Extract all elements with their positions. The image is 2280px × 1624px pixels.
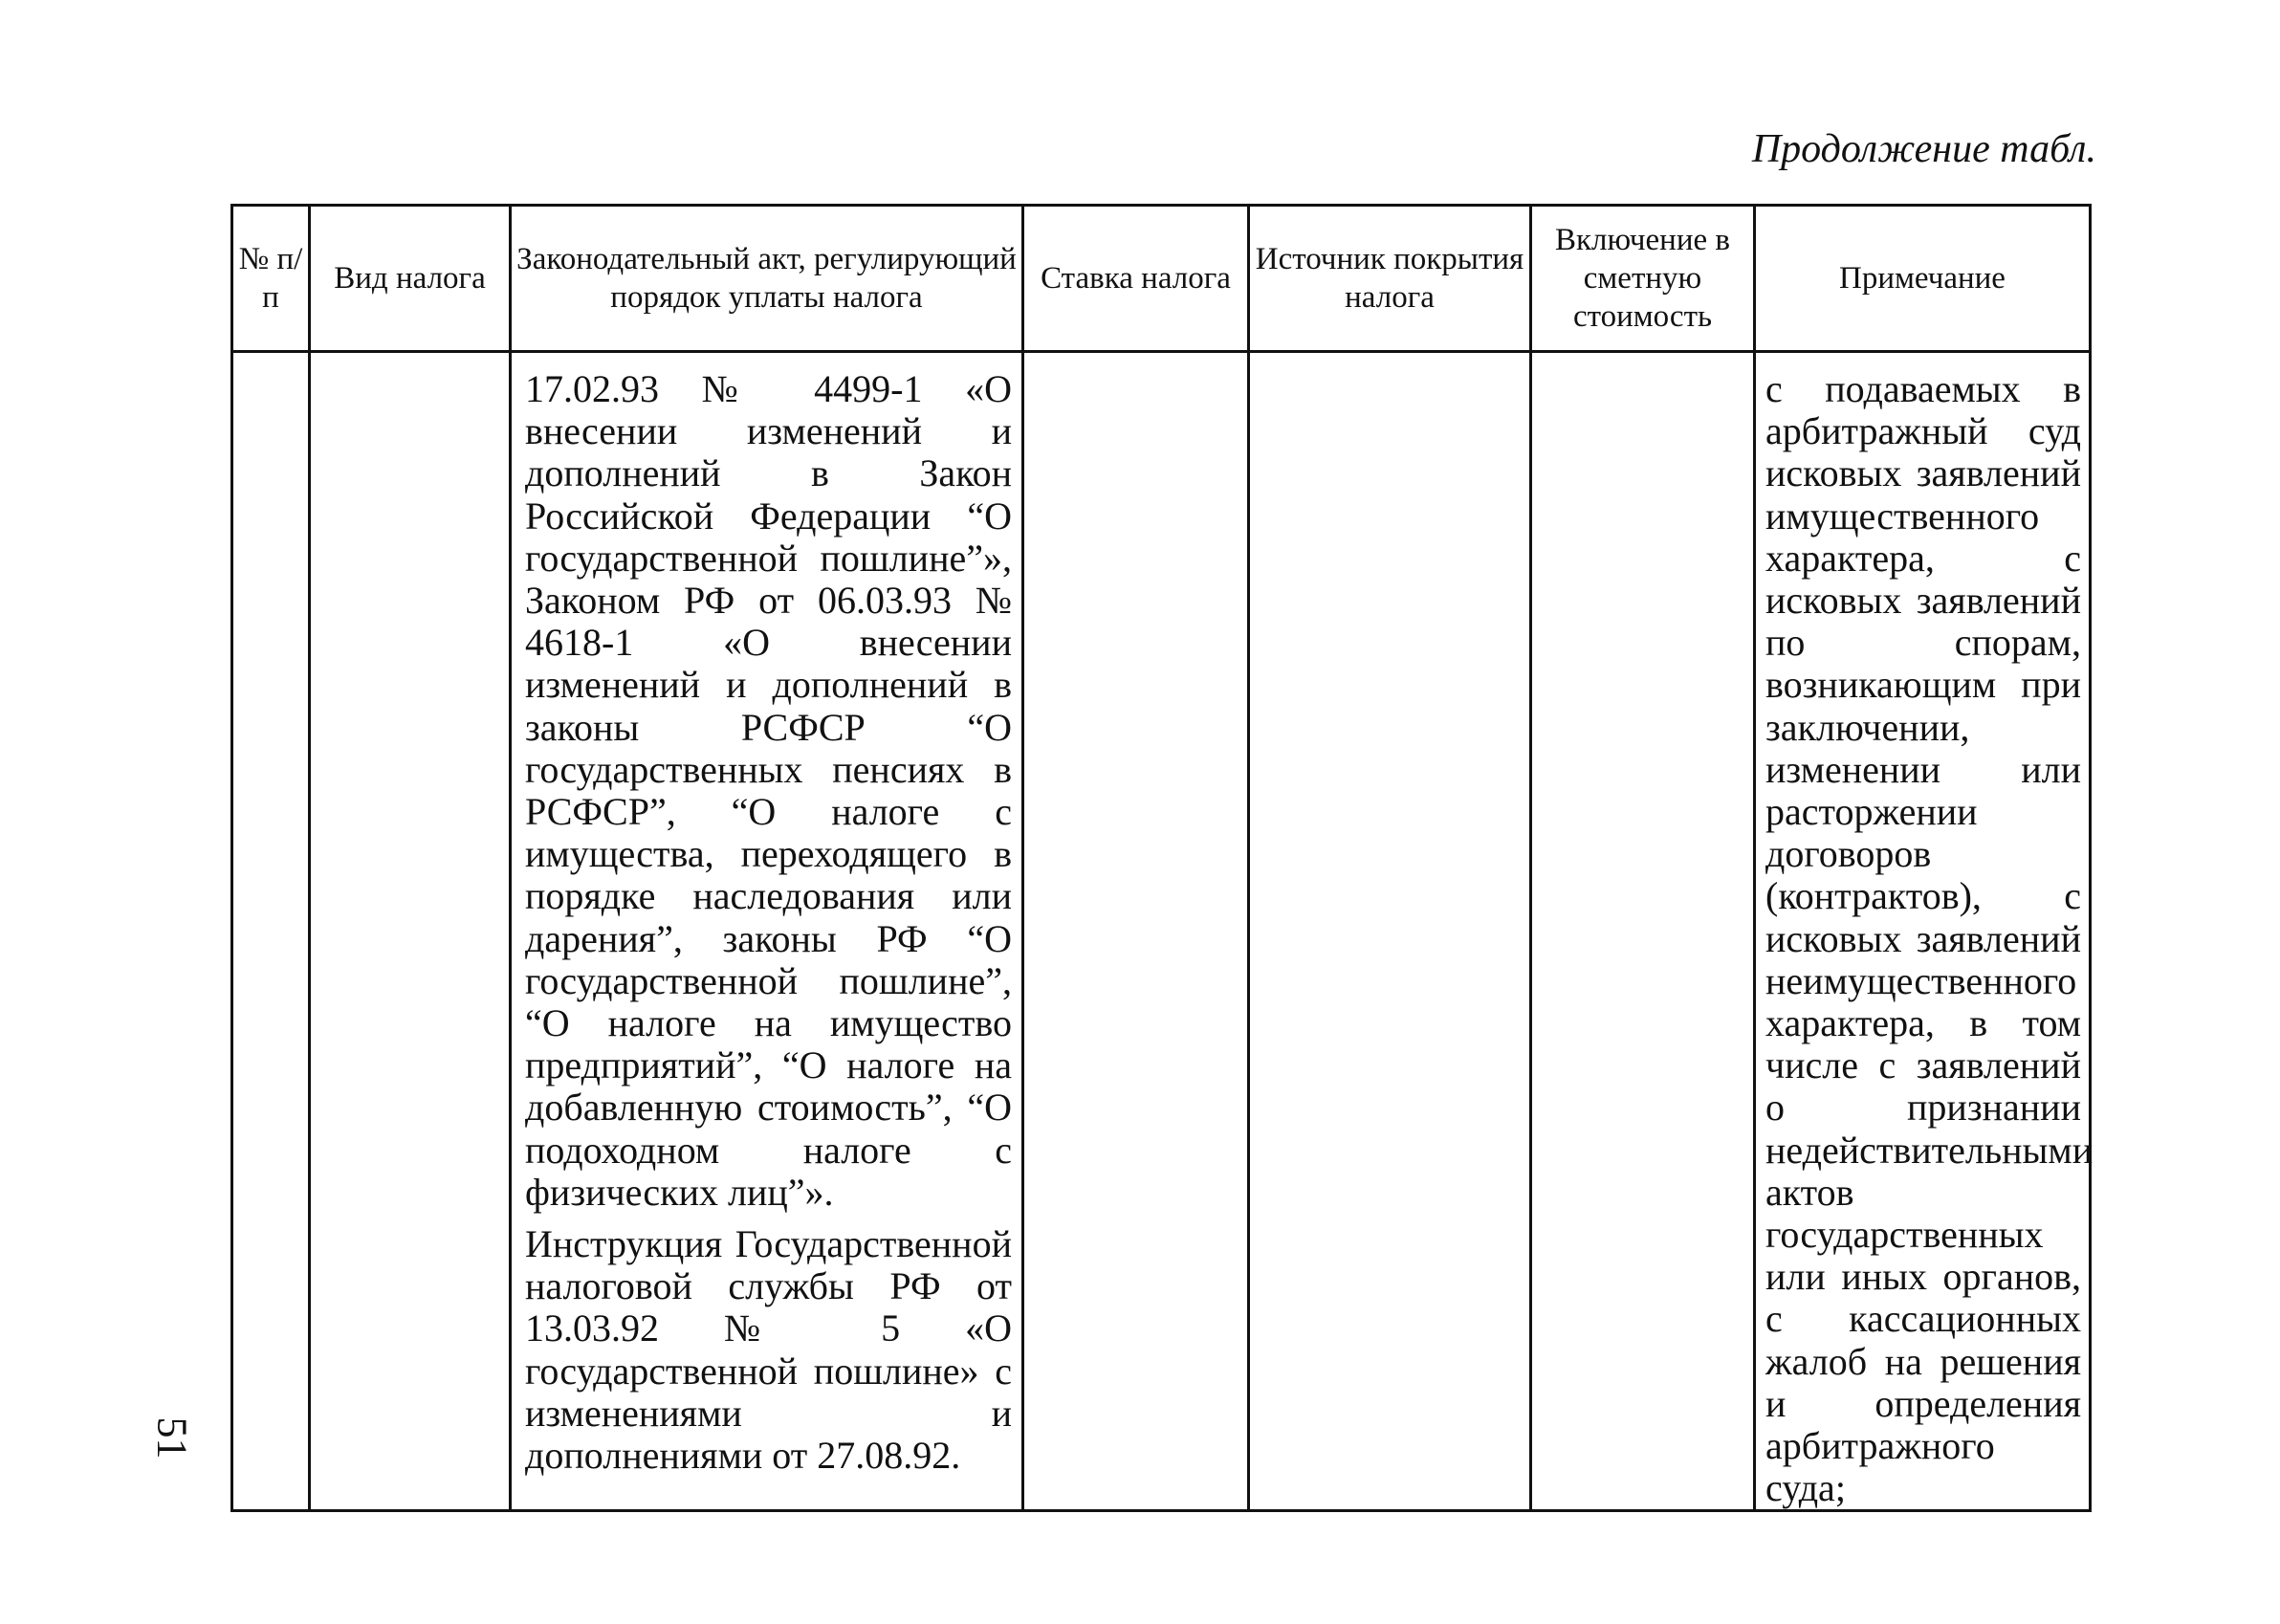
header-tax-type: Вид налога <box>310 206 511 352</box>
header-rate: Ставка налога <box>1023 206 1249 352</box>
page-number: 51 <box>148 1416 196 1459</box>
table-header-row <box>232 206 2091 352</box>
header-notes: Примечание <box>1755 206 2091 352</box>
cell-number <box>232 352 310 1511</box>
legislative-act-paragraph: 17.02.93 № 4499-1 «О внесении изменений и дополнений в Закон Российской Федерации “О государственной пошлине”», Законом РФ от 06.03.93 № 4618-1 «О внесении изменений и дополнений в законы РСФСР “О государственных пенсиях в РСФСР”, “О налоге с имущества, переходящего в порядке наследования или дарения”, законы РФ “О государственной пошлине”, “О налоге на имущество предприятий”, “О налоге на добавленную стоимость”, “О подоходном налоге с физических лиц”». <box>525 367 1012 1214</box>
table-row <box>232 352 2091 1511</box>
cell-coverage-source <box>1249 352 1531 1511</box>
cell-tax-type <box>310 352 511 1511</box>
legislative-act-paragraph: Инструкция Государственной налоговой службы РФ от 13.03.92 № 5 «О государственной пошлине» с изменениями и дополнениями от 27.08.92. <box>525 1222 1012 1478</box>
header-legislative-act: Законодательный акт, регулирующий порядок уплаты налога <box>511 206 1023 352</box>
tax-table <box>230 204 2092 1512</box>
legislative-act-text <box>512 353 1021 1477</box>
cell-rate <box>1023 352 1249 1511</box>
table-continuation-caption: Продолжение табл. <box>1751 127 2096 171</box>
header-estimate-inclusion: Включение в сметную стоимость <box>1531 206 1755 352</box>
header-coverage-source: Источник покрытия налога <box>1249 206 1531 352</box>
header-number: № п/п <box>232 206 310 352</box>
cell-legislative-act <box>511 352 1023 1511</box>
cell-notes <box>1755 352 2094 1511</box>
cell-estimate-inclusion <box>1531 352 1755 1511</box>
notes-text: с подаваемых в арбитражный суд исковых заявлений имущественного характера, с исковых заявлений по спорам, возникающим при заключении, изменении или расторжении договоров (контрактов), с исковых заявлений неимущественного характера, в том числе с заявлений о признании недействительными актов государственных или иных органов, с кассационных жалоб на решения и определения арбитражного суда; <box>1765 367 2094 1510</box>
